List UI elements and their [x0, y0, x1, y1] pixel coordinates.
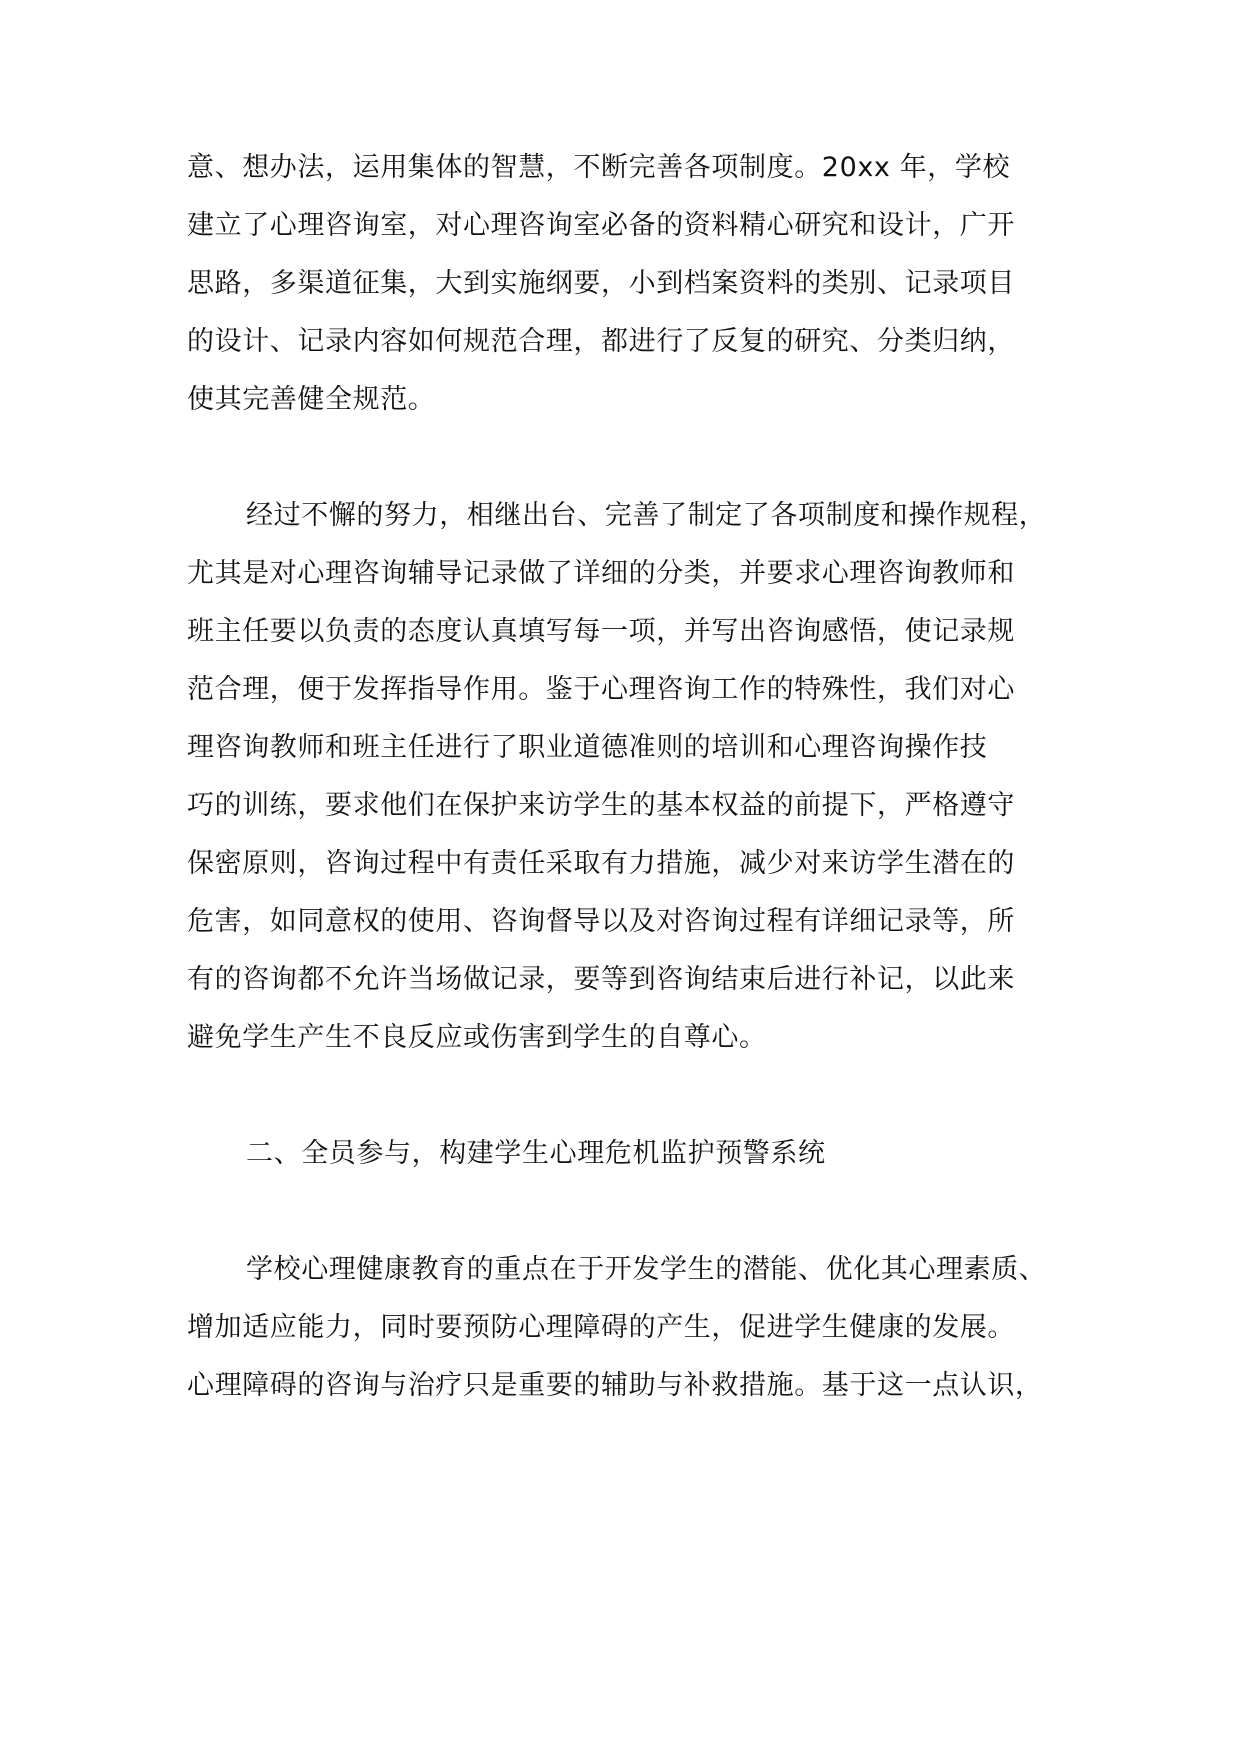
section-heading: 二、全员参与，构建学生心理危机监护预警系统 — [246, 1138, 826, 1169]
text-line: 学校心理健康教育的重点在于开发学生的潜能、优化其心理素质、 — [246, 1254, 1047, 1285]
text-line: 心理障碍的咨询与治疗只是重要的辅助与补救措施。基于这一点认识， — [187, 1370, 1043, 1401]
text-line: 危害，如同意权的使用、咨询督导以及对咨询过程有详细记录等，所 — [187, 906, 1015, 937]
text-line: 班主任要以负责的态度认真填写每一项，并写出咨询感悟，使记录规 — [187, 616, 1015, 647]
text-line: 尤其是对心理咨询辅导记录做了详细的分类，并要求心理咨询教师和 — [187, 558, 1015, 589]
text-line: 增加适应能力，同时要预防心理障碍的产生，促进学生健康的发展。 — [187, 1312, 1015, 1343]
text-line: 范合理，便于发挥指导作用。鉴于心理咨询工作的特殊性，我们对心 — [187, 674, 1015, 705]
text-line: 思路，多渠道征集，大到实施纲要，小到档案资料的类别、记录项目 — [187, 268, 1015, 299]
text-line: 保密原则，咨询过程中有责任采取有力措施，减少对来访学生潜在的 — [187, 848, 1015, 879]
text-line: 的设计、记录内容如何规范合理，都进行了反复的研究、分类归纳， — [187, 326, 1015, 357]
text-line: 意、想办法，运用集体的智慧，不断完善各项制度。20xx 年，学校 — [187, 152, 1011, 183]
text-line: 巧的训练，要求他们在保护来访学生的基本权益的前提下，严格遵守 — [187, 790, 1015, 821]
text-line: 建立了心理咨询室，对心理咨询室必备的资料精心研究和设计，广开 — [187, 210, 1015, 241]
text-line: 有的咨询都不允许当场做记录，要等到咨询结束后进行补记，以此来 — [187, 964, 1015, 995]
text-line: 避免学生产生不良反应或伤害到学生的自尊心。 — [187, 1022, 767, 1053]
text-line: 理咨询教师和班主任进行了职业道德准则的培训和心理咨询操作技 — [187, 732, 988, 763]
text-line: 经过不懈的努力，相继出台、完善了制定了各项制度和操作规程， — [246, 500, 1047, 531]
text-line: 使其完善健全规范。 — [187, 384, 436, 415]
